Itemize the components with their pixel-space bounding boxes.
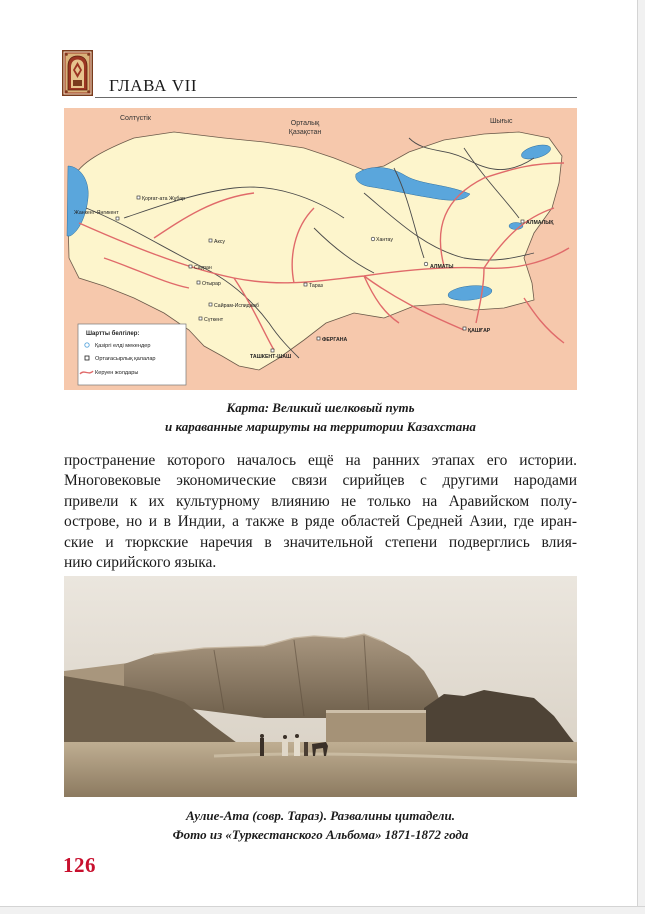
- city-label: Сүткент: [204, 317, 224, 323]
- paragraph-line: острове, но и в Индии, а также в ряде областей Средней Азии, где иран-: [64, 513, 577, 531]
- map-caption-line: и караванные маршруты на территории Казахстана: [165, 419, 476, 434]
- legend-item: Қазіргі елді мекендер: [95, 343, 151, 349]
- region-center-label: Орталық: [290, 120, 320, 127]
- region-east-label: Шығыс: [490, 118, 513, 125]
- city-label: Тараз: [309, 283, 323, 289]
- ornament-icon: [62, 50, 93, 96]
- city-marker: [209, 239, 212, 242]
- city-marker: [189, 265, 192, 268]
- square-marker-icon: [85, 356, 89, 360]
- page-number: 126: [63, 853, 96, 877]
- paragraph-line: пространение которого началось ещё на ранних этапах его истории.: [64, 452, 577, 469]
- city-label: ФЕРГАНА: [322, 337, 348, 343]
- paragraph-line: привели к их культурному влиянию не только на Аравийском полу-: [64, 492, 577, 510]
- photo-building-roof: [326, 710, 426, 713]
- city-label: Сайрам-Испиджаб: [214, 303, 260, 309]
- paragraph-line: ские и тюркские наречия в значительной степени подверглись влия-: [64, 533, 577, 551]
- photo-caption-line: Аулие-Ата (совр. Тараз). Развалины цитадели.: [186, 808, 455, 823]
- city-label: АЛМАЛЫҚ: [526, 220, 554, 226]
- city-label: Қорғат-ата Жұбар: [142, 196, 185, 202]
- paragraph-line: нию сирийского языка.: [64, 553, 217, 571]
- city-marker: [463, 327, 466, 330]
- city-label: Отырар: [202, 281, 221, 287]
- photo-caption: [64, 806, 577, 844]
- legend-item: Керуен жолдары: [95, 370, 139, 376]
- city-label: Сауран: [194, 265, 212, 271]
- map-caption-line: Карта: Великий шелковый путь: [226, 400, 415, 415]
- city-marker: [209, 303, 212, 306]
- photo-caption-line: Фото из «Туркестанского Альбома» 1871-1872 года: [172, 827, 469, 842]
- silk-road-map: [64, 108, 577, 390]
- city-marker: [521, 220, 524, 223]
- map-caption: [64, 398, 577, 436]
- city-marker: [116, 217, 119, 220]
- legend-item: Ортағасырлық қалалар: [95, 356, 156, 362]
- city-marker: [424, 262, 428, 266]
- legend-title: Шартты белгілер:: [86, 331, 140, 337]
- citadel-ruins-photo: [64, 576, 577, 797]
- city-label: Жанкент-Янгикент: [74, 210, 119, 216]
- body-paragraph: [64, 451, 577, 573]
- city-marker: [317, 337, 320, 340]
- region-center-label: Қазақстан: [288, 129, 322, 136]
- city-marker: [271, 349, 274, 352]
- city-label: Хантау: [376, 237, 393, 243]
- photo-ground: [64, 742, 577, 797]
- city-label: АЛМАТЫ: [430, 264, 454, 270]
- region-north-label: Солтүстік: [120, 115, 151, 122]
- city-marker: [199, 317, 202, 320]
- photo-building: [326, 712, 426, 742]
- city-marker: [137, 196, 140, 199]
- city-marker: [371, 237, 375, 241]
- city-label: Аксу: [214, 239, 225, 245]
- city-marker: [304, 283, 307, 286]
- paragraph-line: Многовековые экономические связи сирийцев с другими народами: [64, 472, 577, 490]
- city-label: ТАШКЕНТ-ШАШ: [250, 354, 292, 360]
- page-edge-right: [637, 0, 645, 913]
- map-legend: [78, 324, 186, 385]
- city-marker: [197, 281, 200, 284]
- header-rule: [95, 97, 577, 98]
- chapter-title: ГЛАВА VII: [109, 76, 198, 95]
- city-label: ҚАШҒАР: [468, 328, 491, 334]
